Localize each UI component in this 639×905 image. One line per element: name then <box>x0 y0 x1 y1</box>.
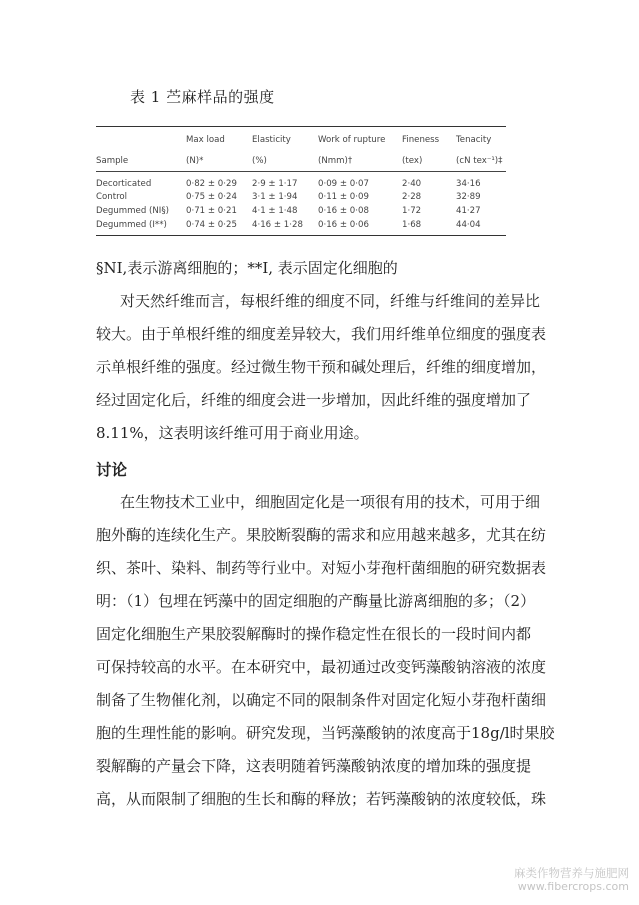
paragraph-line: 可保持较高的水平。在本研究中，最初通过改变钙藻酸钠溶液的浓度 <box>96 658 547 676</box>
table-cell: 0·82 ± 0·29 <box>186 179 237 189</box>
table-cell: 2·40 <box>402 179 422 189</box>
table-cell: 3·1 ± 1·94 <box>252 192 298 202</box>
paragraph-line: 织、茶叶、染料、制药等行业中。对短小芽孢杆菌细胞的研究数据表 <box>96 559 547 577</box>
unit-fineness: (tex) <box>402 156 423 166</box>
paragraph-line: 示单根纤维的强度。经过微生物干预和碱处理后，纤维的细度增加， <box>96 358 547 376</box>
paragraph-line: 8.11%，这表明该纤维可用于商业用途。 <box>96 424 369 442</box>
header-sample: Sample <box>96 156 129 166</box>
table-footnote: §NI,表示游离细胞的；**I, 表示固定化细胞的 <box>96 259 398 277</box>
header-tenacity: Tenacity <box>456 135 492 145</box>
paragraph-line: 较大。由于单根纤维的细度差异较大，我们用纤维单位细度的强度表 <box>96 325 547 343</box>
table-cell: 1·68 <box>402 220 422 230</box>
section-heading-discussion: 讨论 <box>96 460 128 479</box>
table-cell: 0·74 ± 0·25 <box>186 220 237 230</box>
table-cell: 34·16 <box>456 179 481 189</box>
watermark-url: www.fibercrops.com <box>517 880 629 893</box>
paragraph-line: 制备了生物催化剂，以确定不同的限制条件对固定化短小芽孢杆菌细 <box>96 691 547 709</box>
unit-elasticity: (%) <box>252 156 267 166</box>
table-cell: 0·09 ± 0·07 <box>318 179 369 189</box>
site-watermark <box>514 866 629 894</box>
table-cell: 0·71 ± 0·21 <box>186 206 237 216</box>
table-cell: Decorticated <box>96 179 152 189</box>
unit-work-of-rupture: (Nmm)† <box>318 156 353 166</box>
paragraph-line: 裂解酶的产量会下降，这表明随着钙藻酸钠浓度的增加珠的强度提 <box>96 757 532 775</box>
table-cell: 41·27 <box>456 206 481 216</box>
table-caption: 表 1 苎麻样品的强度 <box>130 88 275 106</box>
table-cell: 0·75 ± 0·24 <box>186 192 237 202</box>
table-cell: 2·9 ± 1·17 <box>252 179 298 189</box>
paragraph-line: 在生物技术工业中，细胞固定化是一项很有用的技术，可用于细 <box>120 493 541 511</box>
table-cell: 0·16 ± 0·06 <box>318 220 369 230</box>
table-cell: Degummed (I**) <box>96 220 167 230</box>
watermark-site-name: 麻类作物营养与施肥网 <box>514 866 629 880</box>
table-header-rule <box>96 171 506 172</box>
unit-max-load: (N)* <box>186 156 204 166</box>
paragraph-line: 经过固定化后，纤维的细度会进一步增加，因此纤维的强度增加了 <box>96 391 532 409</box>
header-work-of-rupture: Work of rupture <box>318 135 386 145</box>
unit-tenacity: (cN tex⁻¹)‡ <box>456 156 503 166</box>
table-cell: 0·16 ± 0·08 <box>318 206 369 216</box>
paragraph-line: 明：（1）包埋在钙藻中的固定细胞的产酶量比游离细胞的多；（2） <box>96 592 536 610</box>
table-cell: 0·11 ± 0·09 <box>318 192 369 202</box>
paragraph-line: 高，从而限制了细胞的生长和酶的释放；若钙藻酸钠的浓度较低，珠 <box>96 790 547 808</box>
table-cell: 4·1 ± 1·48 <box>252 206 298 216</box>
paragraph-line: 胞外酶的连续化生产。果胶断裂酶的需求和应用越来越多，尤其在纺 <box>96 526 547 544</box>
table-bottom-rule <box>96 235 506 236</box>
table-cell: Control <box>96 192 128 202</box>
table-cell: Degummed (NI§) <box>96 206 169 216</box>
header-max-load: Max load <box>186 135 225 145</box>
table-top-rule <box>96 126 506 127</box>
paragraph-line: 对天然纤维而言，每根纤维的细度不同，纤维与纤维间的差异比 <box>120 292 541 310</box>
table-cell: 1·72 <box>402 206 422 216</box>
table-cell: 44·04 <box>456 220 481 230</box>
table-cell: 2·28 <box>402 192 422 202</box>
table-cell: 4·16 ± 1·28 <box>252 220 303 230</box>
table-cell: 32·89 <box>456 192 481 202</box>
header-elasticity: Elasticity <box>252 135 291 145</box>
header-fineness: Fineness <box>402 135 440 145</box>
paragraph-line: 胞的生理性能的影响。研究发现，当钙藻酸钠的浓度高于18g/l时果胶 <box>96 724 555 742</box>
paragraph-line: 固定化细胞生产果胶裂解酶时的操作稳定性在很长的一段时间内都 <box>96 625 532 643</box>
